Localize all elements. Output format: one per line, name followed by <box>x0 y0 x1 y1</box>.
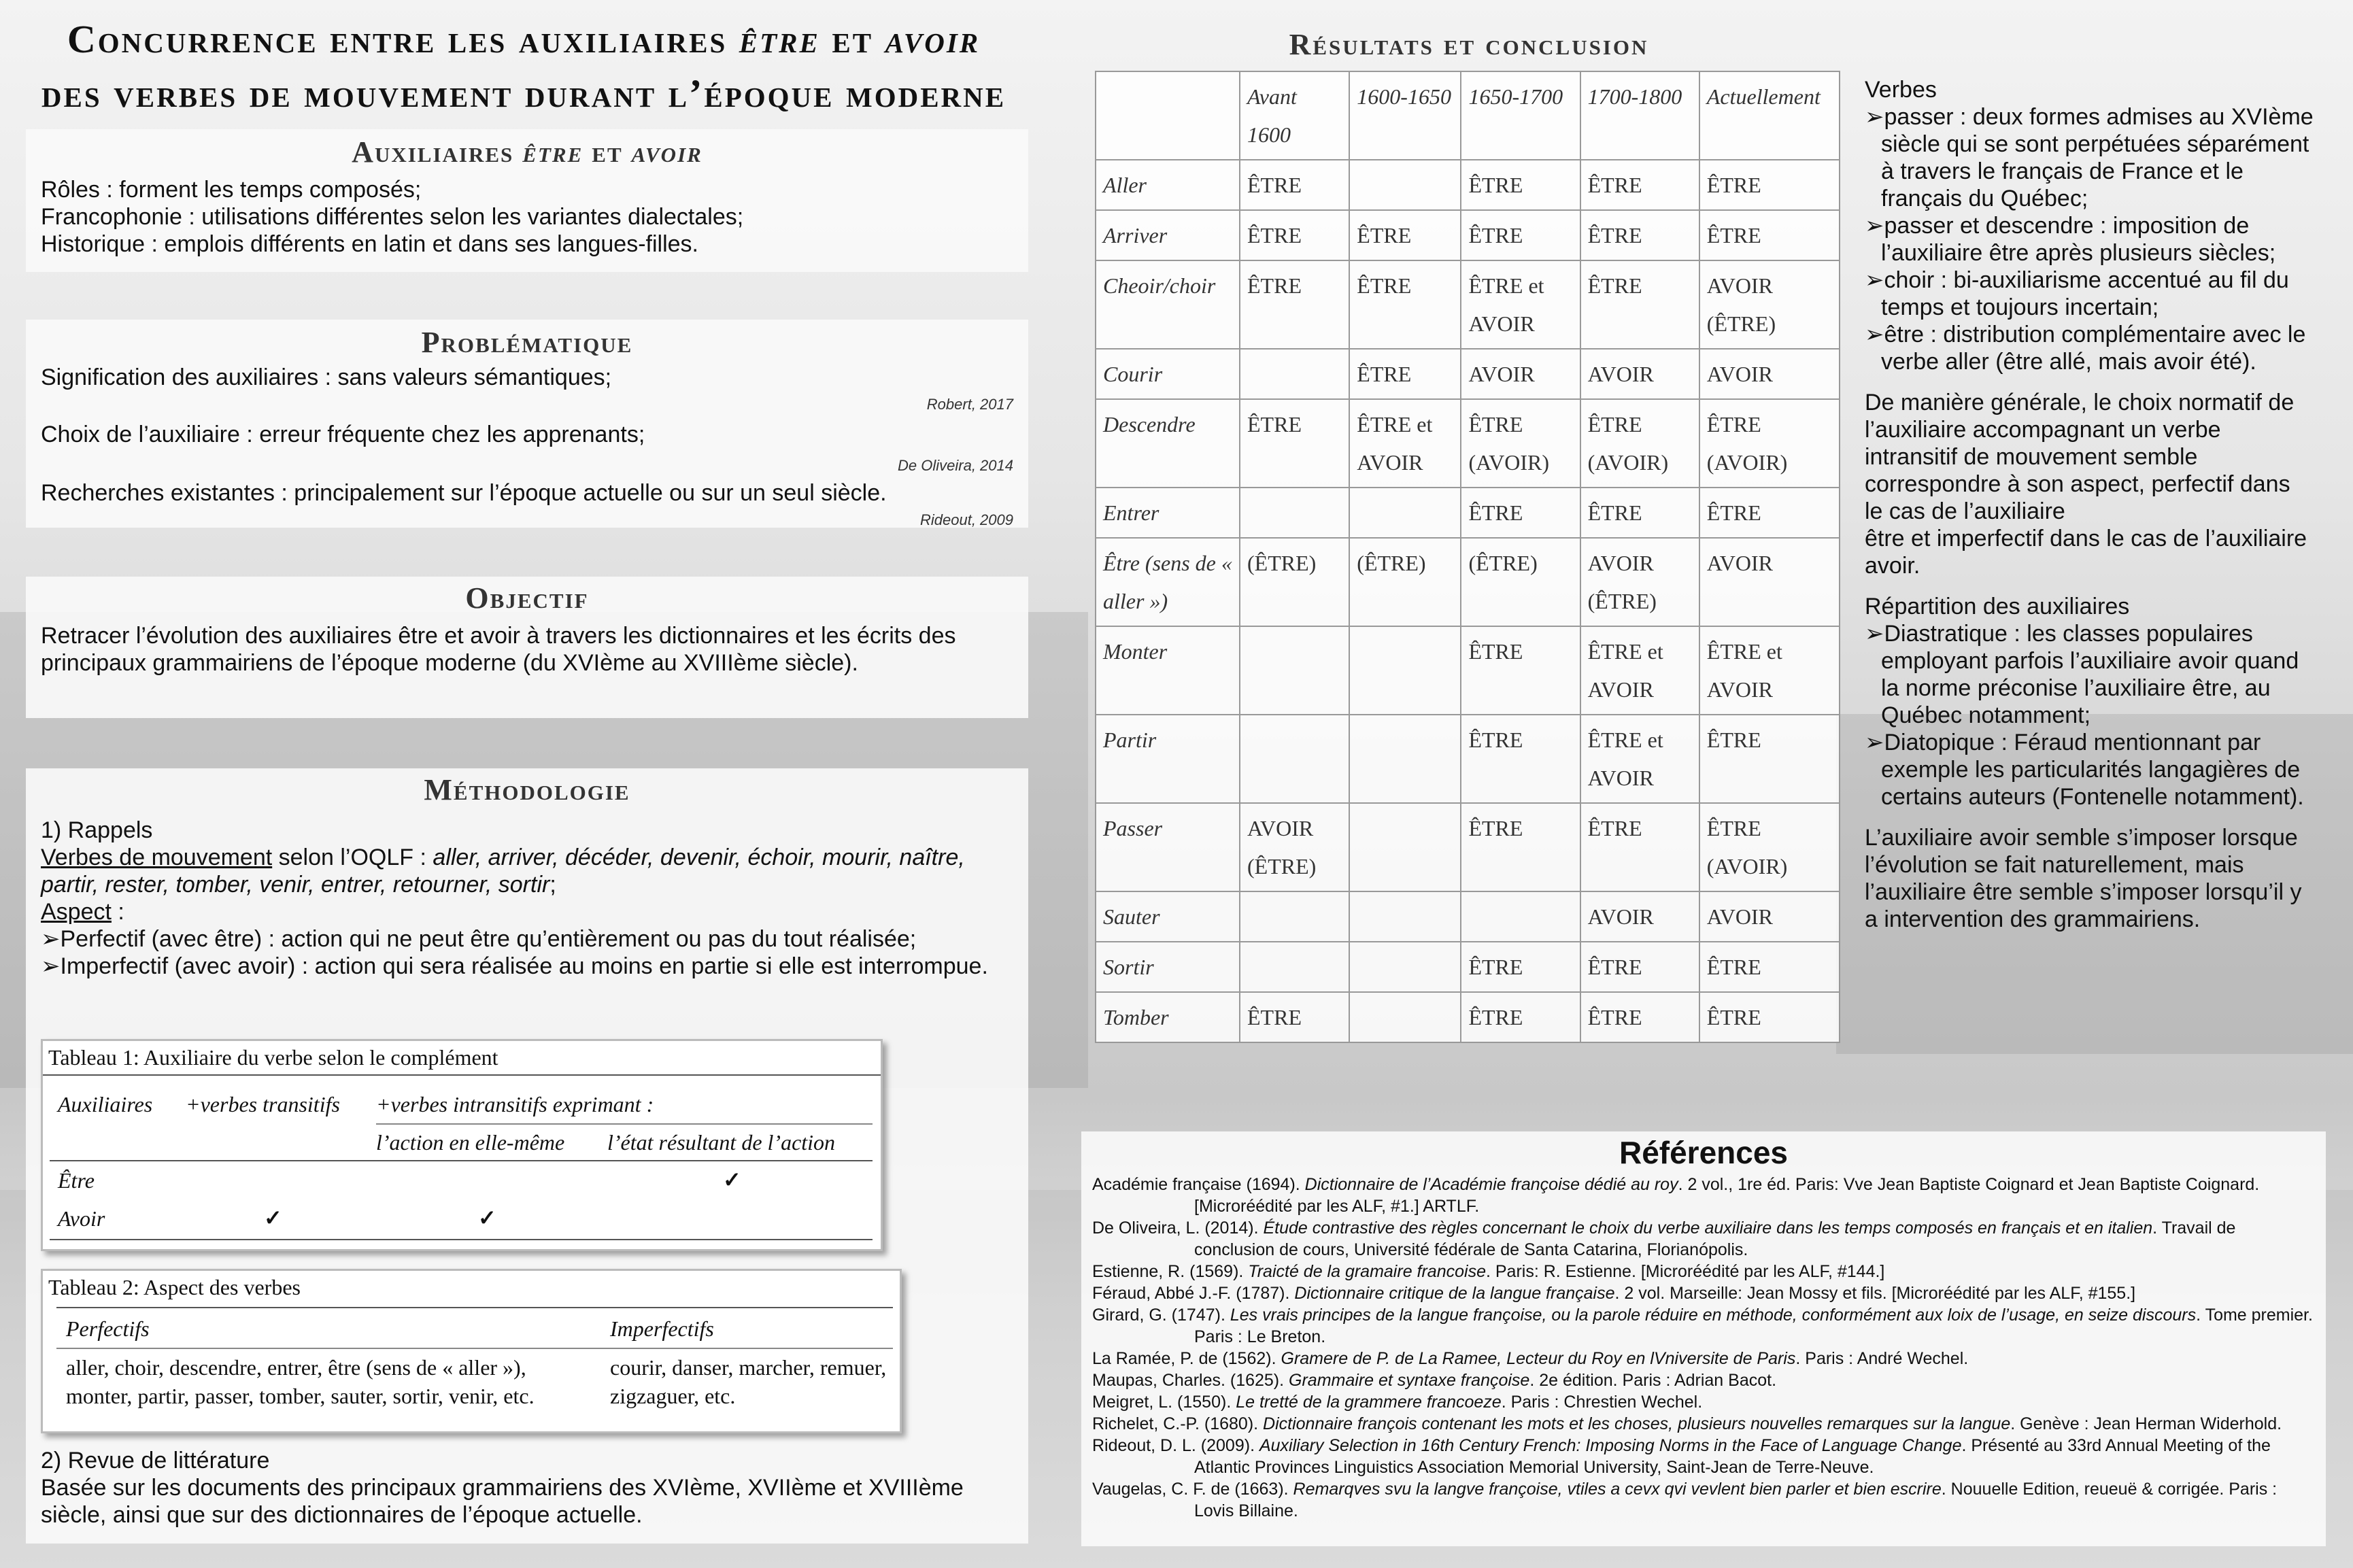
results-value-cell: AVOIR <box>1699 538 1840 626</box>
results-row <box>1096 260 1840 349</box>
tab2-imperf-list: courir, danser, marcher, remuer, zigzaguer, etc. <box>610 1355 887 1408</box>
reference-author: Estienne, R. (1569). <box>1092 1262 1249 1281</box>
reference-entry <box>1092 1217 2315 1261</box>
results-value-cell <box>1349 160 1461 210</box>
results-value-cell: ÊTRE <box>1349 260 1461 349</box>
reference-details: . Présenté au 33rd Annual Meeting of the Atlantic Provinces Linguistics Association Memorial University, Saint-Jean de Terre-Neuve. <box>1194 1436 2271 1477</box>
results-value-cell: ÊTRE <box>1699 715 1840 803</box>
results-header-cell: 1700-1800 <box>1580 71 1699 160</box>
results-value-cell <box>1240 891 1349 942</box>
reference-entry <box>1092 1391 2315 1413</box>
results-value-cell: ÊTRE <box>1580 210 1699 260</box>
results-value-cell <box>1240 715 1349 803</box>
prob-line-1: Signification des auxiliaires : sans valeurs sémantiques; <box>41 364 612 390</box>
verbes-heading: Verbes <box>1865 77 1937 103</box>
concl-general-3: être et imperfectif dans le cas de l’auxiliaire avoir. <box>1865 526 2307 579</box>
references-panel <box>1081 1131 2326 1546</box>
results-value-cell: ÊTRE <box>1580 488 1699 538</box>
tab1-h-etat: l’état résultant de l’action <box>607 1130 836 1155</box>
results-value-cell: AVOIR <box>1699 349 1840 399</box>
results-row <box>1096 538 1840 626</box>
reference-details: . Paris : André Wechel. <box>1795 1349 1969 1368</box>
reference-author: Girard, G. (1747). <box>1092 1306 1230 1325</box>
results-value-cell <box>1461 891 1580 942</box>
revue-heading: 2) Revue de littérature <box>41 1448 270 1473</box>
results-value-cell: AVOIR <box>1699 891 1840 942</box>
results-value-cell: ÊTRE <box>1461 210 1580 260</box>
results-verb-cell: Cheoir/choir <box>1096 260 1240 349</box>
results-value-cell: ÊTRE <box>1461 160 1580 210</box>
tab2-h-perf: Perfectifs <box>66 1316 150 1341</box>
results-row <box>1096 210 1840 260</box>
reference-title: Remarqves svu la langve françoise, vtiles a cevx qvi vevlent bien parler et bien escrire <box>1293 1480 1942 1499</box>
results-value-cell: ÊTRE <box>1461 992 1580 1042</box>
auxiliaires-panel <box>26 129 1028 272</box>
results-value-cell <box>1349 715 1461 803</box>
aux-line-roles: Rôles : forment les temps composés; <box>41 177 422 203</box>
tab1-check-avoir-trans: ✓ <box>264 1206 282 1230</box>
tab1-h-trans: +verbes transitifs <box>186 1092 340 1117</box>
reference-author: Meigret, L. (1550). <box>1092 1393 1236 1412</box>
results-value-cell: ÊTRE <box>1349 349 1461 399</box>
results-header-cell: 1600-1650 <box>1349 71 1461 160</box>
prob-cite-1: Robert, 2017 <box>926 396 1013 413</box>
results-row <box>1096 942 1840 992</box>
references-list <box>1081 1171 2326 1524</box>
results-row <box>1096 803 1840 891</box>
results-value-cell: ÊTRE <box>1580 160 1699 210</box>
reference-entry <box>1092 1282 2315 1304</box>
reference-entry <box>1092 1413 2315 1435</box>
results-row <box>1096 160 1840 210</box>
reference-details: . Paris : Chrestien Wechel. <box>1501 1393 1703 1412</box>
results-value-cell: ÊTRE <box>1240 992 1349 1042</box>
results-value-cell: ÊTRE <box>1461 715 1580 803</box>
results-value-cell: ÊTRE <box>1240 399 1349 488</box>
results-value-cell: ÊTRE <box>1580 260 1699 349</box>
aspect-line: Aspect : <box>41 899 124 925</box>
reference-title: Auxiliary Selection in 16th Century French: Imposing Norms in the Face of Language Change <box>1259 1436 1962 1455</box>
results-value-cell: (ÊTRE) <box>1349 538 1461 626</box>
results-verb-cell: Partir <box>1096 715 1240 803</box>
results-value-cell: ÊTRE <box>1240 160 1349 210</box>
reference-title: Dictionnaire de l’Académie françoise dédié au roy <box>1304 1175 1678 1194</box>
reference-entry <box>1092 1435 2315 1478</box>
results-row <box>1096 715 1840 803</box>
reference-details: . Paris: R. Estienne. [Microréédité par les ALF, #144.] <box>1485 1262 1885 1281</box>
results-value-cell <box>1349 626 1461 715</box>
reference-details: . Travail de conclusion de cours, Université fédérale de Santa Catarina, Florianópolis. <box>1194 1218 2236 1259</box>
results-value-cell: AVOIR <box>1580 349 1699 399</box>
reference-entry <box>1092 1261 2315 1282</box>
repartition-heading: Répartition des auxiliaires <box>1865 594 2130 619</box>
results-value-cell: AVOIR <box>1580 891 1699 942</box>
results-value-cell: ÊTRE <box>1699 160 1840 210</box>
tableau-2-caption: Tableau 2: Aspect des verbes <box>48 1275 301 1299</box>
verbes-mouvement-line: Verbes de mouvement selon l’OQLF : aller, arriver, décéder, devenir, échoir, mourir, naître, partir, rester, tomber, venir, entrer, retourner, sortir; <box>41 845 965 898</box>
reference-title: Gramere de P. de La Ramee, Lecteur du Roy en lVniversite de Paris <box>1281 1349 1796 1368</box>
results-table <box>1095 71 1840 1043</box>
imperfectif-bullet: ➢Imperfectif (avec avoir) : action qui sera réalisée au moins en partie si elle est interrompue. <box>41 953 988 979</box>
revue-text: Basée sur les documents des principaux grammairiens des XVIème, XVIIème et XVIIIème siècle, ainsi que sur des dictionnaires de l’époque actuelle. <box>41 1475 964 1528</box>
results-value-cell <box>1240 626 1349 715</box>
reference-details: . 2e édition. Paris : Adrian Bacot. <box>1529 1371 1777 1390</box>
results-value-cell: (ÊTRE) <box>1461 538 1580 626</box>
reference-author: Maupas, Charles. (1625). <box>1092 1371 1289 1390</box>
results-row <box>1096 891 1840 942</box>
results-value-cell: ÊTRE et AVOIR <box>1349 399 1461 488</box>
reference-author: La Ramée, P. de (1562). <box>1092 1349 1281 1368</box>
reference-entry <box>1092 1348 2315 1369</box>
results-verb-cell: Entrer <box>1096 488 1240 538</box>
results-value-cell: ÊTRE <box>1461 626 1580 715</box>
results-value-cell: ÊTRE <box>1580 942 1699 992</box>
results-row <box>1096 992 1840 1042</box>
results-value-cell: ÊTRE et AVOIR <box>1580 715 1699 803</box>
results-value-cell: ÊTRE <box>1580 992 1699 1042</box>
results-header-row <box>1096 71 1840 160</box>
results-value-cell <box>1240 488 1349 538</box>
prob-line-3: Recherches existantes : principalement sur l’époque actuelle ou sur un seul siècle. <box>41 480 887 506</box>
prob-line-2: Choix de l’auxiliaire : erreur fréquente chez les apprenants; <box>41 422 645 447</box>
reference-author: Académie française (1694). <box>1092 1175 1305 1194</box>
problematique-heading: Problématique <box>421 326 633 359</box>
results-value-cell: ÊTRE <box>1349 210 1461 260</box>
results-value-cell: AVOIR (ÊTRE) <box>1240 803 1349 891</box>
conclusion-column <box>1865 76 2314 933</box>
tab1-h-intrans: +verbes intransitifs exprimant : <box>376 1092 654 1117</box>
reference-title: Traicté de la gramaire francoise <box>1248 1262 1486 1281</box>
results-value-cell: ÊTRE (AVOIR) <box>1580 399 1699 488</box>
aux-line-francophonie: Francophonie : utilisations différentes selon les variantes dialectales; <box>41 204 744 230</box>
problematique-panel <box>26 320 1028 528</box>
results-value-cell <box>1349 891 1461 942</box>
perfectif-bullet: ➢Perfectif (avec être) : action qui ne peut être qu’entièrement ou pas du tout réalisée; <box>41 926 917 952</box>
results-row <box>1096 349 1840 399</box>
results-verb-cell: Sauter <box>1096 891 1240 942</box>
reference-details: . Nouuelle Edition, reueuë & corrigée. Paris : Lovis Billaine. <box>1194 1480 2278 1520</box>
tab1-h-action: l’action en elle-même <box>376 1130 565 1155</box>
results-value-cell <box>1349 488 1461 538</box>
concl-bullet-descendre: ➢passer et descendre : imposition de l’auxiliaire être après plusieurs siècles; <box>1865 213 2276 266</box>
tab1-row-avoir: Avoir <box>58 1206 105 1231</box>
reference-title: Dictionnaire critique de la langue française <box>1294 1284 1615 1303</box>
references-heading: Références <box>1619 1135 1789 1170</box>
objectif-text: Retracer l’évolution des auxiliaires être et avoir à travers les dictionnaires et les écrits des principaux grammairiens de l’époque moderne (du XVIème au XVIIIème siècle). <box>41 623 956 676</box>
tableau-1-caption: Tableau 1: Auxiliaire du verbe selon le complément <box>43 1041 881 1076</box>
reference-title: Étude contrastive des règles concernant le choix du verbe auxiliaire dans les temps composés en français et en italien <box>1263 1218 2153 1238</box>
reference-title: Grammaire et syntaxe françoise <box>1289 1371 1530 1390</box>
results-row <box>1096 488 1840 538</box>
results-value-cell: ÊTRE <box>1461 942 1580 992</box>
results-value-cell: ÊTRE <box>1240 260 1349 349</box>
results-value-cell: ÊTRE et AVOIR <box>1461 260 1580 349</box>
revue-section <box>41 1447 1006 1529</box>
results-verb-cell: Courir <box>1096 349 1240 399</box>
objectif-panel <box>26 577 1028 718</box>
reference-title: Dictionnaire françois contenant les mots et les choses, plusieurs nouvelles remarques sur la langue <box>1263 1414 2011 1433</box>
reference-details: . Tome premier. Paris : Le Breton. <box>1194 1306 2313 1346</box>
results-value-cell: ÊTRE <box>1461 488 1580 538</box>
results-row <box>1096 626 1840 715</box>
results-value-cell: AVOIR (ÊTRE) <box>1580 538 1699 626</box>
results-value-cell <box>1349 992 1461 1042</box>
tab1-h-aux: Auxiliaires <box>58 1092 153 1117</box>
results-value-cell: ÊTRE (AVOIR) <box>1461 399 1580 488</box>
results-value-cell: ÊTRE <box>1699 992 1840 1042</box>
results-value-cell <box>1349 803 1461 891</box>
tab1-check-avoir-action: ✓ <box>478 1206 496 1230</box>
results-verb-cell: Être (sens de « aller ») <box>1096 538 1240 626</box>
results-value-cell: ÊTRE <box>1580 803 1699 891</box>
repartition-diastratique: ➢Diastratique : les classes populaires employant parfois l’auxiliaire avoir quand la norme préconise l’auxiliaire être, au Québec notamment; <box>1865 621 2299 728</box>
reference-title: Les vrais principes de la langue françoise, ou la parole réduire en méthode, conformément aux loix de l’usage, en seize discours <box>1230 1306 2197 1325</box>
reference-entry <box>1092 1478 2315 1522</box>
results-header-cell: Actuellement <box>1699 71 1840 160</box>
aux-line-historique: Historique : emplois différents en latin et dans ses langues-filles. <box>41 231 698 257</box>
reference-author: Rideout, D. L. (2009). <box>1092 1436 1259 1455</box>
methodologie-heading: Méthodologie <box>424 773 630 806</box>
reference-entry <box>1092 1304 2315 1348</box>
results-value-cell: ÊTRE (AVOIR) <box>1699 803 1840 891</box>
reference-title: Le tretté de la grammere francoeze <box>1236 1393 1502 1412</box>
objectif-heading: Objectif <box>465 581 589 615</box>
results-value-cell: ÊTRE et AVOIR <box>1580 626 1699 715</box>
reference-author: De Oliveira, L. (2014). <box>1092 1218 1264 1238</box>
tableau-2 <box>41 1269 902 1433</box>
results-value-cell: ÊTRE <box>1240 210 1349 260</box>
results-value-cell: (ÊTRE) <box>1240 538 1349 626</box>
auxiliaires-heading: Auxiliaires être et avoir <box>352 135 702 169</box>
tab1-row-etre: Être <box>58 1168 95 1193</box>
results-value-cell: ÊTRE <box>1699 210 1840 260</box>
prob-cite-3: Rideout, 2009 <box>920 511 1013 528</box>
reference-details: . Genève : Jean Herman Widerhold. <box>2010 1414 2282 1433</box>
concl-bullet-passer: ➢passer : deux formes admises au XVIème siècle qui se sont perpétuées séparément à travers le français de France et le français du Québec; <box>1865 104 2314 211</box>
results-value-cell: ÊTRE et AVOIR <box>1699 626 1840 715</box>
concl-final: L’auxiliaire avoir semble s’imposer lorsque l’évolution se fait naturellement, mais l’auxiliaire être semble s’imposer lorsqu’il y a intervention des grammairiens. <box>1865 825 2302 932</box>
concl-bullet-etre: ➢être : distribution complémentaire avec le verbe aller (être allé, mais avoir été). <box>1865 322 2306 375</box>
rappels-heading: 1) Rappels <box>41 817 153 843</box>
poster-title: Concurrence entre les auxiliaires être et avoir des verbes de mouvement durant l’époque moderne <box>41 17 1006 116</box>
results-value-cell: ÊTRE (AVOIR) <box>1699 399 1840 488</box>
results-verb-cell: Sortir <box>1096 942 1240 992</box>
concl-bullet-choir: ➢choir : bi-auxiliarisme accentué au fil du temps et toujours incertain; <box>1865 267 2289 320</box>
reference-author: Vaugelas, C. F. de (1663). <box>1092 1480 1293 1499</box>
results-row <box>1096 399 1840 488</box>
results-verb-cell: Tomber <box>1096 992 1240 1042</box>
results-value-cell: ÊTRE <box>1699 488 1840 538</box>
reference-details: . 2 vol., 1re éd. Paris: Vve Jean Baptiste Coignard et Jean Baptiste Coignard. [Microréédité par les ALF, #1.] ARTLF. <box>1194 1175 2260 1216</box>
results-value-cell <box>1349 942 1461 992</box>
prob-cite-2: De Oliveira, 2014 <box>898 457 1013 474</box>
results-header-corner <box>1096 71 1240 160</box>
tab2-h-imperf: Imperfectifs <box>610 1316 714 1341</box>
results-verb-cell: Arriver <box>1096 210 1240 260</box>
results-verb-cell: Descendre <box>1096 399 1240 488</box>
results-verb-cell: Aller <box>1096 160 1240 210</box>
results-value-cell: ÊTRE <box>1699 942 1840 992</box>
results-header-cell: Avant 1600 <box>1240 71 1349 160</box>
results-value-cell: AVOIR (ÊTRE) <box>1699 260 1840 349</box>
concl-general-1: De manière générale, le choix normatif de l’auxiliaire accompagnant un verbe intransitif de mouvement semble <box>1865 390 2295 470</box>
results-value-cell: AVOIR <box>1461 349 1580 399</box>
reference-author: Féraud, Abbé J.-F. (1787). <box>1092 1284 1295 1303</box>
resultats-heading: Résultats et conclusion <box>1289 28 1649 61</box>
reference-entry <box>1092 1369 2315 1391</box>
repartition-diatopique: ➢Diatopique : Féraud mentionnant par exemple les particularités langagières de certains auteurs (Fontenelle notamment). <box>1865 730 2304 810</box>
reference-author: Richelet, C.-P. (1680). <box>1092 1414 1264 1433</box>
results-verb-cell: Monter <box>1096 626 1240 715</box>
reference-details: . 2 vol. Marseille: Jean Mossy et fils. [Microréédité par les ALF, #155.] <box>1614 1284 2136 1303</box>
tableau-1 <box>41 1039 883 1251</box>
concl-general-2: correspondre à son aspect, perfectif dans le cas de l’auxiliaire <box>1865 471 2290 524</box>
tab1-check-etre-etat: ✓ <box>723 1168 741 1192</box>
tab2-perf-list: aller, choir, descendre, entrer, être (sens de « aller »), monter, partir, passer, tomber, sauter, sortir, venir, etc. <box>66 1355 535 1408</box>
results-verb-cell: Passer <box>1096 803 1240 891</box>
results-value-cell <box>1240 349 1349 399</box>
reference-entry <box>1092 1174 2315 1217</box>
results-value-cell: ÊTRE <box>1461 803 1580 891</box>
results-header-cell: 1650-1700 <box>1461 71 1580 160</box>
results-value-cell <box>1240 942 1349 992</box>
